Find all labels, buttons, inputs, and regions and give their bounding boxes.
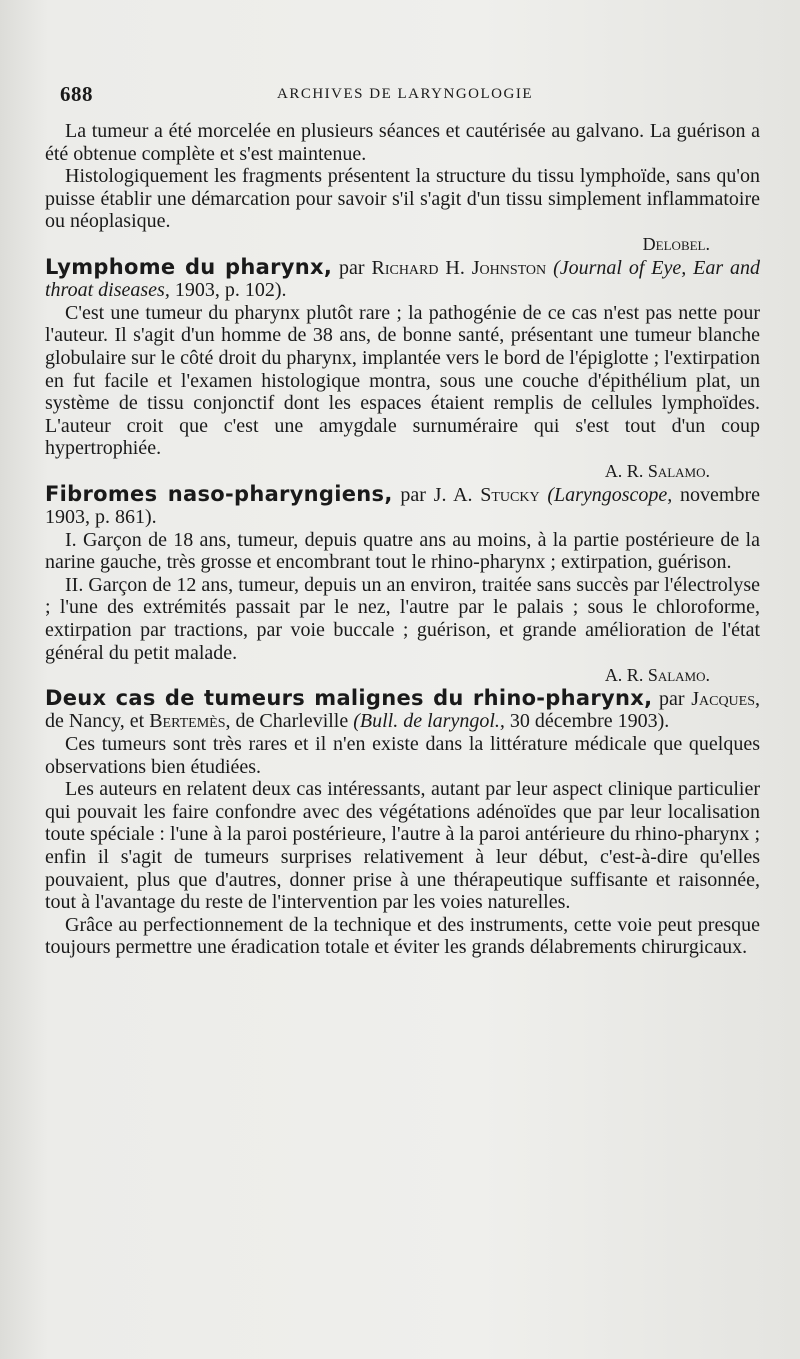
article-1-title: Lymphome du pharynx, — [45, 254, 333, 279]
article-2-author: J. A. Stucky — [433, 483, 540, 506]
article-1-paragraph-1: C'est une tumeur du pharynx plutôt rare ; la pathogénie de ce cas n'est pas nette pour l'auteur. Il s'agit d'un homme de 38 ans, de bonne santé, présentant une tumeur blanche globulaire sur le côté droit du pharynx, implantée vers le bord de l'épiglotte ; l'extirpation en fut facile et l'examen histologique montra, sous une couche d'épithélium plat, un système de tissu conjonctif dont les espaces étaient remplis de cellules lymphoïdes. L'auteur croit que c'est une amygdale surnuméraire qui s'est tout d'un coup hypertrophiée. — [45, 301, 760, 460]
article-2-heading — [45, 483, 760, 529]
article-2-title: Fibromes naso-pharyngiens, — [45, 481, 393, 506]
article-1-heading — [45, 256, 760, 302]
article-1-author: Richard H. Johnston — [371, 256, 547, 279]
running-title: ARCHIVES DE LARYNGOLOGIE — [277, 86, 533, 102]
article-1-signature: A. R. Salamo. — [604, 460, 710, 481]
page-number: 688 — [60, 82, 93, 106]
article-2-paragraph-2: II. Garçon de 12 ans, tumeur, depuis un an environ, traitée sans succès par l'électrolyse ; l'une des extrémités passait par le nez, l'autre par le palais ; sous le chloroforme, extirpation par tractions, par voie buccale ; guérison, et grande amélioration de l'état général du petit malade. — [45, 573, 760, 664]
article-3-mid: , de Nancy, et — [45, 687, 761, 733]
intro-paragraph-2: Histologiquement les fragments présentent la structure du tissu lymphoïde, sans qu'on puisse établir une démarcation pour savoir s'il s'agit d'un tissu simplement inflammatoire ou néoplasique. — [45, 165, 760, 233]
article-3-place: , de Charleville — [225, 710, 349, 733]
article-2-paragraph-1: I. Garçon de 18 ans, tumeur, depuis quatre ans au moins, à la partie postérieure de la narine gauche, très grosse et encombrant tout le rhino-pharynx ; extirpation, guérison. — [45, 528, 760, 574]
intro-paragraph-1: La tumeur a été morcelée en plusieurs séances et cautérisée au galvano. La guérison a été obtenue complète et s'est maintenue. — [45, 120, 760, 165]
running-header — [60, 82, 750, 106]
page-body — [45, 120, 760, 959]
article-2-source: (Laryngoscope, — [547, 483, 673, 506]
article-3-paragraph-1: Ces tumeurs sont très rares et il n'en existe dans la littérature médicale que quelques observations bien étudiées. — [45, 733, 760, 778]
article-1-by: par — [339, 256, 365, 279]
article-1-source: (Journal of Eye, Ear and throat diseases, — [45, 256, 761, 302]
article-3-author-1: Jacques — [691, 687, 756, 710]
article-3-paragraph-2: Les auteurs en relatent deux cas intéressants, autant par leur aspect clinique particulier qui pouvait les faire confondre avec des végétations adénoïdes que par leur localisation toute spéciale : l'une à la paroi postérieure, l'autre à la paroi antérieure du rhino-pharynx ; enfin il s'agit de tumeurs surprises relativement à leur début, c'est-à-dire qu'elles pouvaient, plus que d'autres, donner prise à une thérapeutique suffisante et raisonnée, tout à l'avantage du reste de l'intervention par les voies naturelles. — [45, 778, 760, 914]
article-3-heading — [45, 687, 760, 733]
article-3-title: Deux cas de tumeurs malignes du rhino-pharynx, — [45, 685, 653, 710]
article-2-signature: A. R. Salamo. — [604, 665, 710, 686]
article-3-by: par — [659, 687, 685, 710]
article-2-by: par — [400, 483, 426, 506]
article-3-author-2: Bertemès — [149, 710, 226, 733]
article-3-source: (Bull. de laryngol., — [353, 710, 505, 733]
article-1-ref: 1903, p. 102). — [174, 279, 287, 302]
article-2-ref: novembre 1903, p. 861). — [45, 483, 761, 529]
intro-signature: Delobel. — [642, 233, 710, 254]
article-3-paragraph-3: Grâce au perfectionnement de la technique et des instruments, cette voie peut presque toujours permettre une éradication totale et éviter les grands délabrements chirurgicaux. — [45, 913, 760, 959]
article-3-ref: 30 décembre 1903). — [509, 710, 670, 733]
